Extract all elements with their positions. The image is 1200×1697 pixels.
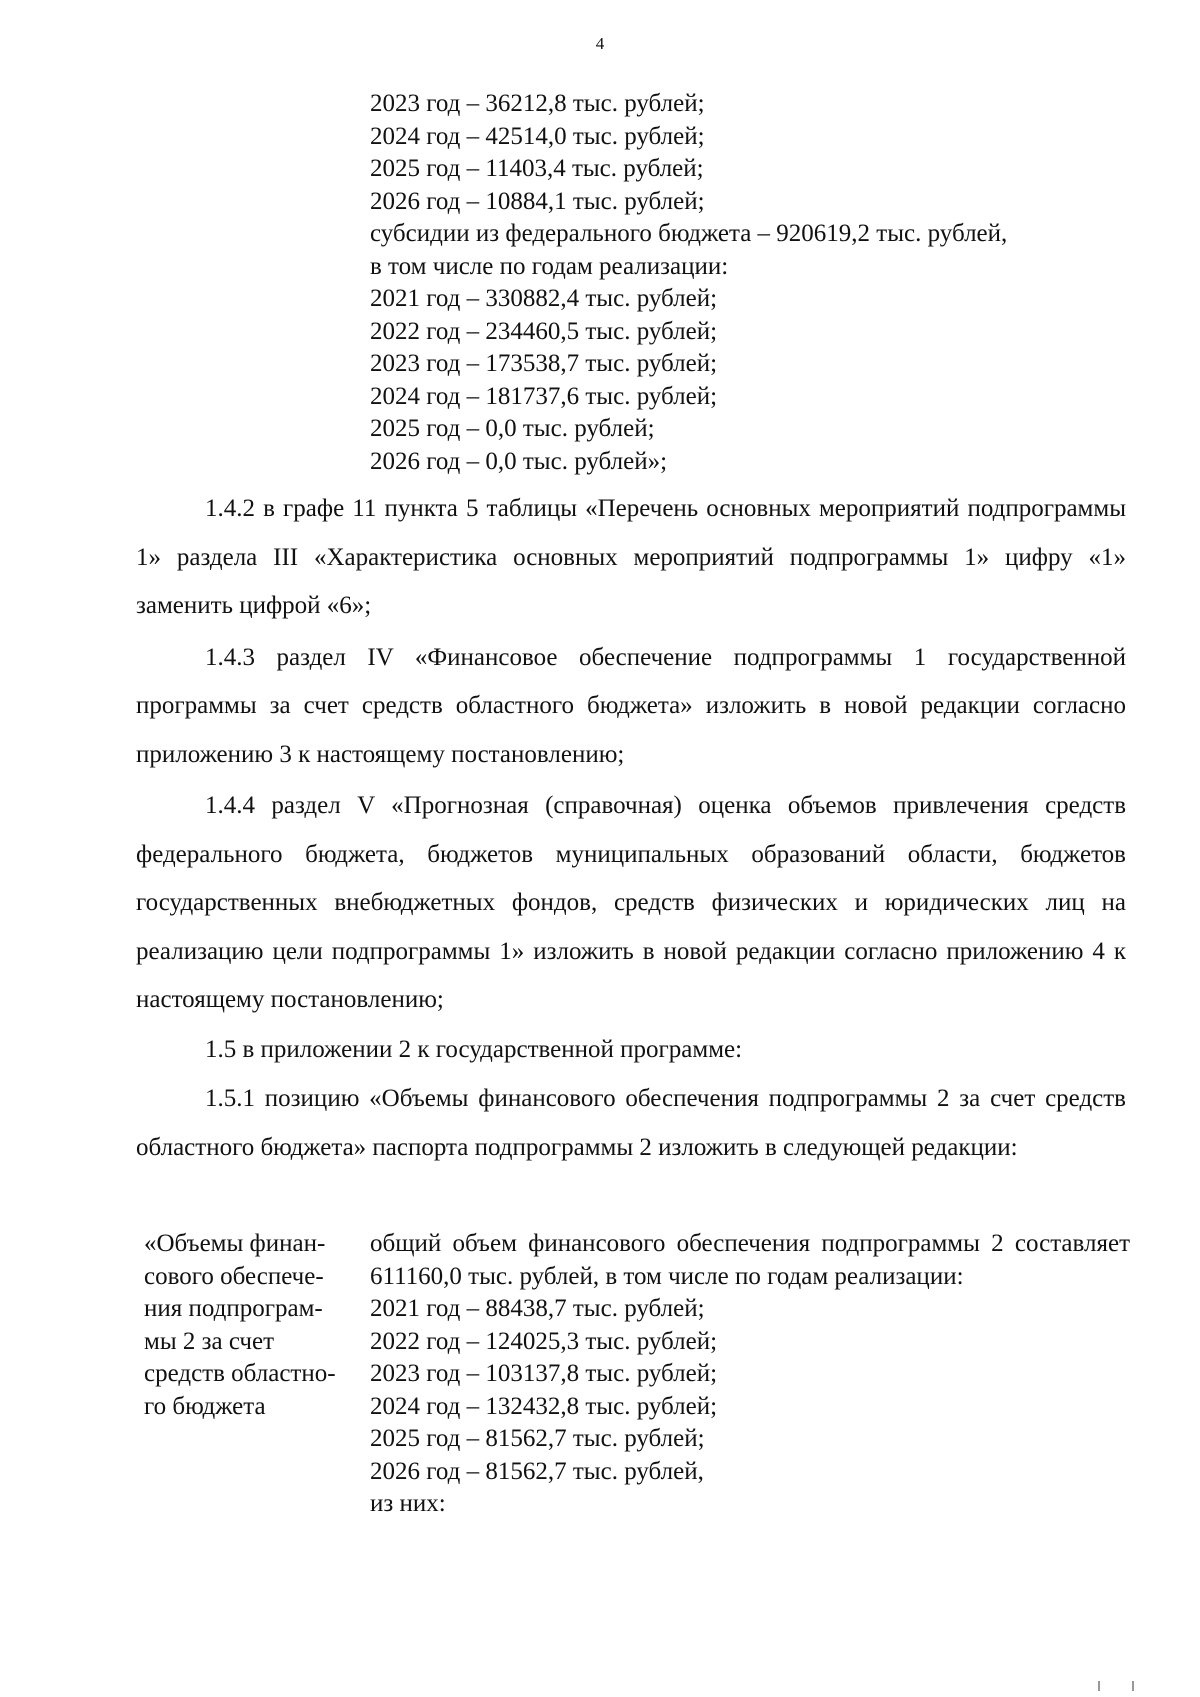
list-line: 2025 год – 0,0 тыс. рублей; (370, 415, 655, 442)
list-line: 2025 год – 11403,4 тыс. рублей; (370, 155, 704, 182)
list-line: 2022 год – 234460,5 тыс. рублей; (370, 317, 718, 345)
right-cell-line: 2023 год – 103137,8 тыс. рублей; (370, 1360, 718, 1387)
paragraph-1-4-2: 1.4.2 в графе 11 пункта 5 таблицы «Перечень основных мероприятий подпрограммы 1» раздела III «Характеристика основных мероприятий подпрограммы 1» цифру «1» заменить цифрой «6»; (136, 495, 1126, 619)
right-cell-line: 2025 год – 81562,7 тыс. рублей; (370, 1425, 705, 1452)
right-cell-line: из них: (370, 1490, 446, 1517)
left-cell-line: мы 2 за счет (144, 1327, 275, 1355)
list-line: 2024 год – 42514,0 тыс. рублей; (370, 122, 705, 150)
paragraph-1-4-3: 1.4.3 раздел IV «Финансовое обеспечение подпрограммы 1 государственной программы за счет средств областного бюджета» изложить в новой редакции согласно приложению 3 к настоящему постановлению; (136, 643, 1126, 768)
scan-artifact (1098, 1681, 1134, 1691)
body-paragraphs (136, 485, 1126, 1172)
list-line: 2021 год – 330882,4 тыс. рублей; (370, 285, 718, 312)
left-cell-line: средств областно- (144, 1360, 336, 1387)
page-number: 4 (595, 34, 605, 53)
right-cell-line: 2021 год – 88438,7 тыс. рублей; (370, 1295, 705, 1322)
table-right-cell (364, 1228, 1130, 1521)
list-line: 2023 год – 36212,8 тыс. рублей; (370, 90, 705, 117)
funding-list (370, 88, 1130, 478)
right-cell-intro: общий объем финансового обеспечения подпрограммы 2 составляет 611160,0 тыс. рублей, в том числе по годам реализации: (370, 1230, 1130, 1290)
paragraph-1-5-1: 1.5.1 позицию «Объемы финансового обеспечения подпрограммы 2 за счет средств областного бюджета» паспорта подпрограммы 2 изложить в следующей редакции: (136, 1085, 1126, 1161)
paragraph-1-5: 1.5 в приложении 2 к государственной программе: (205, 1035, 743, 1063)
passport-table-fragment (144, 1228, 1134, 1521)
list-line: 2026 год – 10884,1 тыс. рублей; (370, 187, 705, 215)
left-cell-line: сового обеспече- (144, 1262, 324, 1290)
list-line: субсидии из федерального бюджета – 920619,2 тыс. рублей, (370, 220, 1008, 247)
list-line: 2024 год – 181737,6 тыс. рублей; (370, 382, 718, 410)
list-line: 2026 год – 0,0 тыс. рублей»; (370, 447, 668, 475)
right-cell-line: 2022 год – 124025,3 тыс. рублей; (370, 1327, 718, 1355)
table-left-cell (144, 1228, 364, 1521)
left-cell-line: ния подпрограм- (144, 1295, 323, 1322)
paragraph-1-4-4: 1.4.4 раздел V «Прогнозная (справочная) оценка объемов привлечения средств федерального бюджета, бюджетов муниципальных образований области, бюджетов государственных внебюджетных фондов, средств физических и юридических лиц на реализацию цели подпрограммы 1» изложить в новой редакции согласно приложению 4 к настоящему постановлению; (136, 792, 1126, 1013)
left-cell-line: «Объемы финан- (144, 1230, 326, 1257)
list-line: в том числе по годам реализации: (370, 252, 729, 280)
list-line: 2023 год – 173538,7 тыс. рублей; (370, 350, 718, 377)
left-cell-line: го бюджета (144, 1392, 266, 1420)
right-cell-line: 2026 год – 81562,7 тыс. рублей, (370, 1457, 704, 1485)
right-cell-line: 2024 год – 132432,8 тыс. рублей; (370, 1392, 718, 1420)
